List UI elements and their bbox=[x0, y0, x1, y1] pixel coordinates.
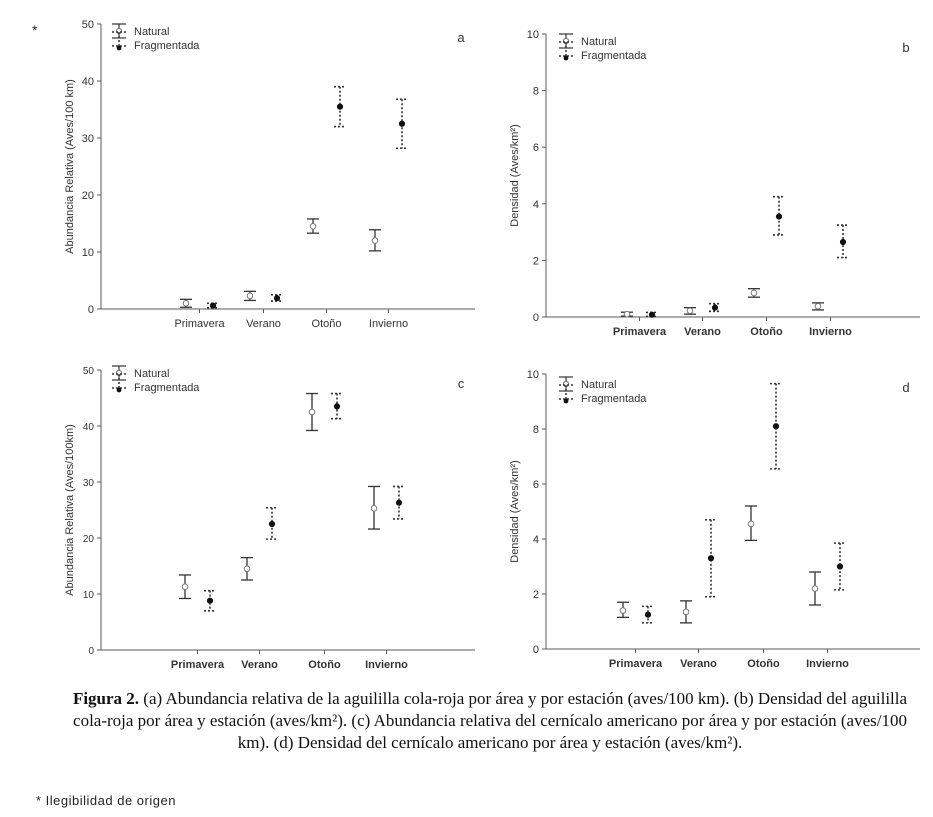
figure-caption bbox=[60, 688, 920, 754]
data-point-fragmentada bbox=[207, 598, 212, 603]
x-tick-label: Verano bbox=[684, 326, 721, 338]
y-tick-label: 6 bbox=[532, 142, 539, 155]
data-point-natural bbox=[687, 308, 693, 314]
y-tick-label: 8 bbox=[532, 424, 539, 436]
x-tick-label: Verano bbox=[680, 658, 717, 670]
data-point-natural bbox=[683, 609, 689, 615]
data-point-fragmentada bbox=[396, 500, 401, 505]
data-point-natural bbox=[183, 301, 189, 307]
y-tick-label: 2 bbox=[532, 589, 539, 601]
data-point-fragmentada bbox=[645, 612, 650, 617]
legend-label-fragmentada: Fragmentada bbox=[581, 50, 647, 62]
y-axis-label: Densidad (Aves/km²) bbox=[509, 460, 521, 563]
data-point-fragmentada bbox=[837, 564, 842, 569]
data-point-fragmentada bbox=[210, 303, 215, 308]
y-tick-label: 0 bbox=[87, 304, 94, 316]
y-tick-label: 10 bbox=[526, 29, 539, 41]
data-point-fragmentada bbox=[399, 121, 404, 126]
data-point-fragmentada bbox=[269, 521, 274, 526]
x-tick-label: Primavera bbox=[174, 318, 225, 330]
illegibility-footnote: * Ilegibilidad de origen bbox=[36, 793, 176, 808]
y-tick-label: 30 bbox=[82, 478, 94, 489]
data-point-fragmentada bbox=[334, 404, 339, 409]
data-point-fragmentada bbox=[337, 104, 342, 109]
data-point-fragmentada bbox=[773, 424, 778, 429]
legend-marker-fragmentada bbox=[564, 56, 569, 61]
y-tick-label: 20 bbox=[81, 190, 94, 202]
data-point-natural bbox=[247, 293, 253, 299]
legend-label-fragmentada: Fragmentada bbox=[134, 40, 200, 52]
y-tick-label: 10 bbox=[82, 590, 94, 601]
y-tick-label: 20 bbox=[82, 534, 94, 545]
y-tick-label: 30 bbox=[81, 133, 94, 145]
x-tick-label: Primavera bbox=[170, 659, 225, 671]
panel-letter-b: b bbox=[902, 40, 910, 55]
legend-label-fragmentada: Fragmentada bbox=[581, 393, 647, 405]
y-tick-label: 6 bbox=[532, 479, 539, 491]
data-point-natural bbox=[310, 224, 316, 230]
legend-label-fragmentada: Fragmentada bbox=[134, 382, 200, 394]
y-tick-label: 40 bbox=[81, 76, 94, 88]
x-tick-label: Primavera bbox=[612, 326, 667, 338]
legend-label-natural: Natural bbox=[581, 379, 617, 391]
y-axis-label: Abundancia Relativa (Aves/100km) bbox=[64, 424, 76, 596]
y-tick-label: 0 bbox=[88, 646, 94, 657]
data-point-fragmentada bbox=[708, 556, 713, 561]
panel-letter-a: a bbox=[457, 30, 465, 45]
legend-label-natural: Natural bbox=[134, 26, 170, 38]
x-tick-label: Primavera bbox=[608, 658, 663, 670]
caption-label: Figura 2. bbox=[72, 689, 140, 708]
data-point-natural bbox=[372, 238, 378, 244]
x-tick-label: Invierno bbox=[368, 318, 409, 330]
y-axis-label: Densidad (Aves/km²) bbox=[509, 124, 521, 227]
data-point-natural bbox=[182, 584, 188, 590]
data-point-natural bbox=[244, 566, 250, 572]
legend bbox=[559, 34, 647, 62]
legend-marker-fragmentada bbox=[117, 46, 122, 51]
x-tick-label: Invierno bbox=[809, 326, 852, 338]
caption-text: (a) Abundancia relativa de la aguililla cola-roja por área y por estación (aves/100 km). (b) Densidad del aguililla cola-roja por área y estación (aves/km²). (c) Abundancia relativa del cernícalo americano por área y por estación (aves/100 km). (d) Densidad del cernícalo americano por área y estación (aves/km²). bbox=[73, 689, 908, 752]
y-tick-label: 4 bbox=[532, 534, 539, 546]
data-point-natural bbox=[620, 608, 626, 614]
chart-panel-a bbox=[64, 19, 475, 330]
y-tick-label: 50 bbox=[81, 19, 94, 31]
data-point-natural bbox=[371, 506, 377, 512]
y-tick-label: 0 bbox=[532, 312, 539, 324]
y-tick-label: 10 bbox=[81, 247, 94, 259]
y-tick-label: 50 bbox=[82, 366, 94, 377]
legend bbox=[112, 366, 200, 394]
legend-marker-fragmentada bbox=[117, 388, 122, 393]
data-point-natural bbox=[751, 290, 757, 296]
x-tick-label: Verano bbox=[241, 659, 278, 671]
y-tick-label: 10 bbox=[526, 369, 539, 381]
x-tick-label: Otoño bbox=[750, 326, 783, 338]
legend bbox=[112, 24, 200, 52]
data-point-natural bbox=[748, 521, 754, 527]
data-point-fragmentada bbox=[776, 214, 781, 219]
x-tick-label: Otoño bbox=[311, 318, 342, 330]
data-point-fragmentada bbox=[712, 305, 717, 310]
x-tick-label: Invierno bbox=[806, 658, 849, 670]
data-point-fragmentada bbox=[649, 312, 654, 317]
data-point-natural bbox=[624, 311, 630, 317]
data-point-fragmentada bbox=[840, 239, 845, 244]
data-point-natural bbox=[309, 409, 315, 415]
data-point-fragmentada bbox=[274, 296, 279, 301]
y-tick-label: 40 bbox=[82, 422, 94, 433]
y-axis-label: Abundancia Relativa (Aves/100 km) bbox=[64, 79, 76, 254]
data-point-natural bbox=[812, 586, 818, 592]
chart-panel-d bbox=[509, 369, 920, 670]
y-tick-label: 2 bbox=[532, 255, 539, 268]
data-point-natural bbox=[815, 303, 821, 309]
panel-letter-d: d bbox=[902, 380, 910, 395]
panel-letter-c: c bbox=[457, 376, 465, 391]
top-asterisk-mark: * bbox=[32, 22, 38, 38]
legend bbox=[559, 377, 647, 405]
legend-marker-fragmentada bbox=[564, 399, 569, 404]
legend-label-natural: Natural bbox=[581, 36, 617, 48]
y-tick-label: 8 bbox=[532, 85, 539, 98]
chart-panel-b bbox=[509, 29, 920, 338]
x-tick-label: Verano bbox=[246, 318, 281, 330]
x-tick-label: Otoño bbox=[308, 659, 341, 671]
x-tick-label: Invierno bbox=[365, 659, 408, 671]
chart-panel-c bbox=[64, 366, 475, 671]
y-tick-label: 4 bbox=[532, 198, 539, 211]
legend-label-natural: Natural bbox=[134, 368, 170, 380]
x-tick-label: Otoño bbox=[747, 658, 780, 670]
y-tick-label: 0 bbox=[532, 644, 539, 656]
